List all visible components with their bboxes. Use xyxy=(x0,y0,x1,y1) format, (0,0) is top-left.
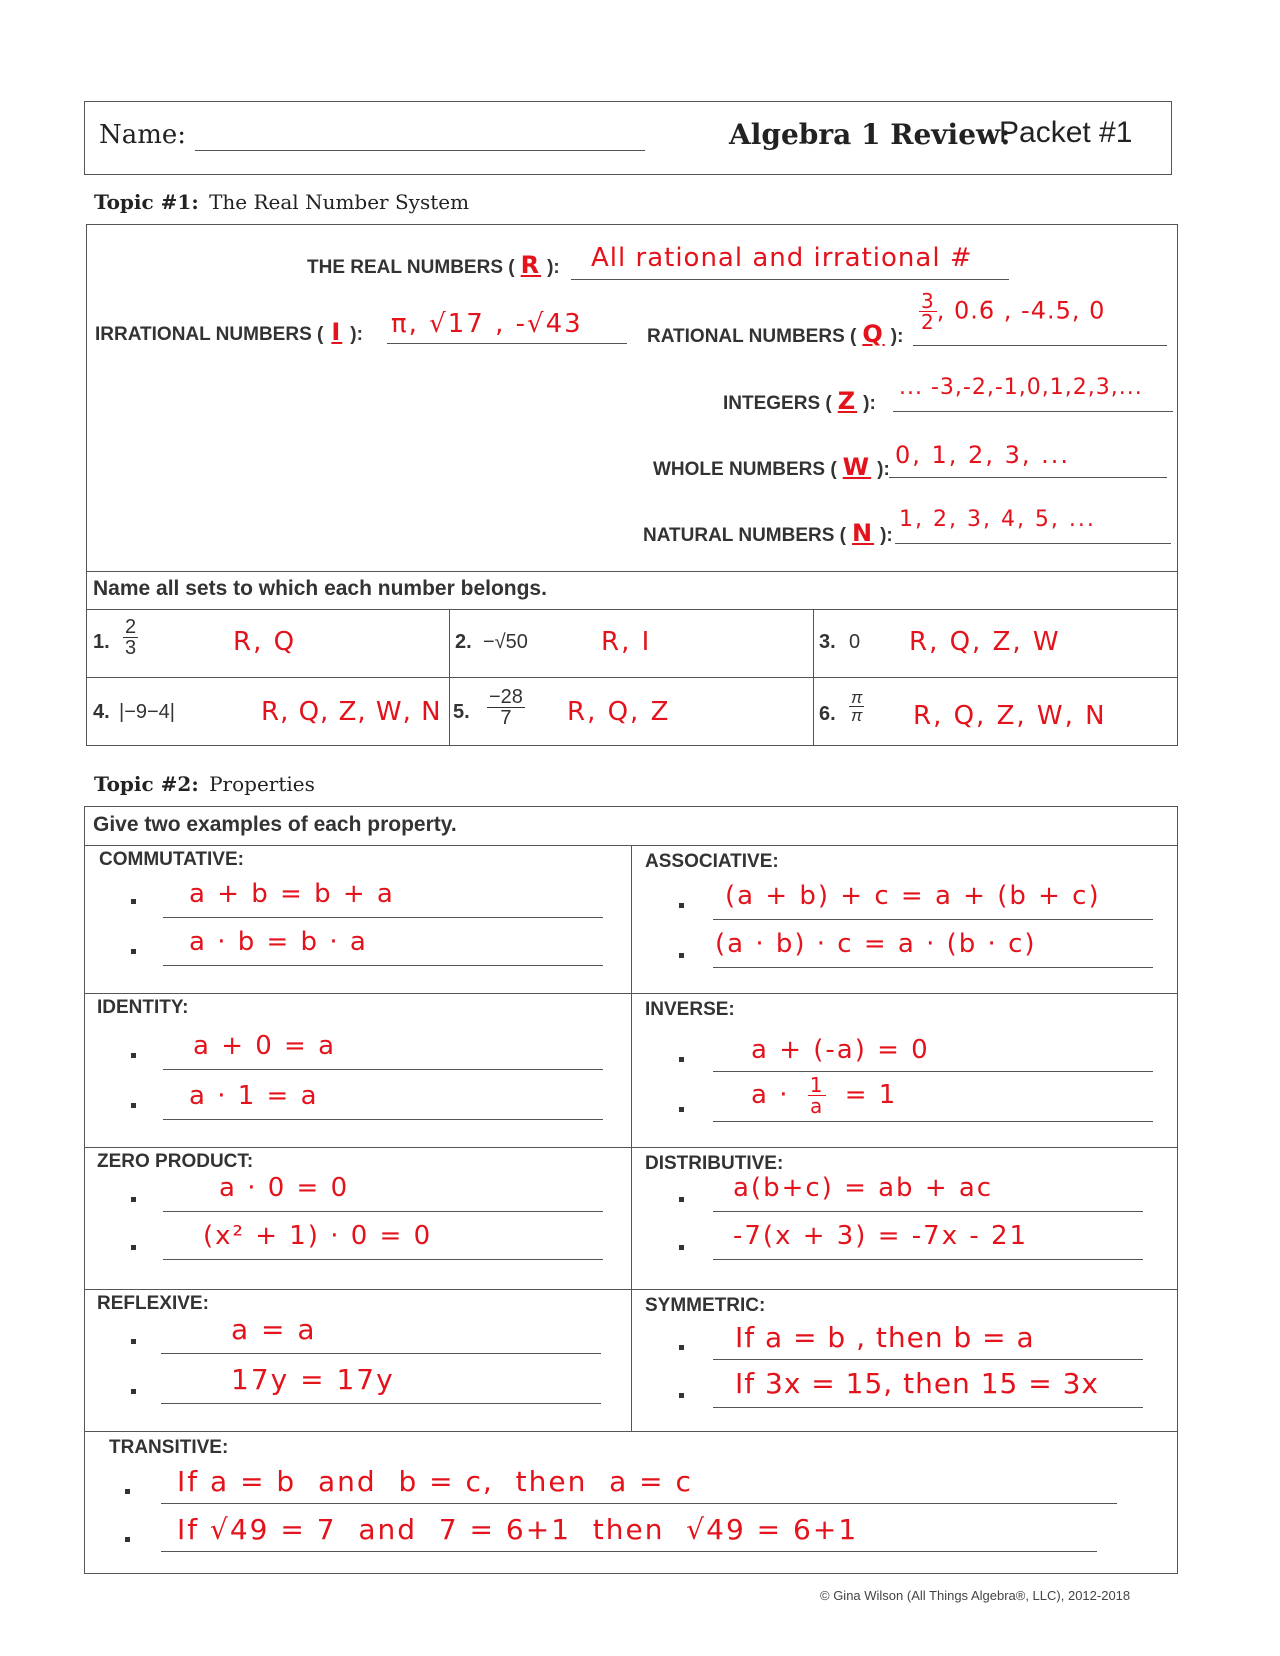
bullet-icon xyxy=(131,1389,136,1394)
commutative-line-2 xyxy=(163,965,603,966)
question-3-answer: R, Q, Z, W xyxy=(909,627,1061,657)
page-title: Algebra 1 Review: xyxy=(729,118,1011,151)
zero-product-label: ZERO PRODUCT: xyxy=(97,1151,254,1172)
identity-example-1: a + 0 = a xyxy=(193,1031,337,1061)
bullet-icon xyxy=(131,1053,136,1058)
symmetric-line-1 xyxy=(713,1359,1143,1360)
transitive-line-1 xyxy=(161,1503,1117,1504)
natural-answer-line xyxy=(895,543,1171,544)
topic1-instruction: Name all sets to which each number belongs. xyxy=(93,577,547,600)
rational-fraction: $\frac{3}{2}$ xyxy=(921,289,935,334)
inverse-example-1: a + (-a) = 0 xyxy=(751,1035,930,1065)
bullet-icon xyxy=(131,1245,136,1250)
name-label: Name: xyxy=(99,120,187,150)
rational-symbol: Q xyxy=(862,320,885,348)
bullet-icon xyxy=(131,1339,136,1344)
question-1: 1. $\frac{2}{3}$ R, Q xyxy=(93,616,297,659)
bullet-icon xyxy=(679,1245,684,1250)
grid-col-line-2 xyxy=(813,609,814,745)
instruction-divider-bottom xyxy=(87,609,1177,610)
question-4-expression: |−9−4| xyxy=(119,701,175,723)
identity-label: IDENTITY: xyxy=(97,997,189,1018)
inverse-example-2: a · $\frac{1}{a}$ = 1 xyxy=(751,1073,898,1118)
rational-answer: $\frac{3}{2}$ , 0.6̄ , -4.5, 0 xyxy=(921,289,1106,334)
natural-symbol: N xyxy=(852,519,875,547)
packet-label: Packet #1 xyxy=(999,116,1133,149)
inverse-label: INVERSE: xyxy=(645,999,735,1020)
symmetric-example-1: If a = b , then b = a xyxy=(735,1321,1035,1354)
associative-line-1 xyxy=(713,919,1153,920)
distributive-example-1: a(b+c) = ab + ac xyxy=(733,1173,994,1203)
real-answer: All rational and irrational # xyxy=(591,243,973,273)
zero-product-example-2: (x² + 1) · 0 = 0 xyxy=(203,1221,433,1251)
bullet-icon xyxy=(679,953,684,958)
symmetric-line-2 xyxy=(713,1407,1143,1408)
question-3-expression: 0 xyxy=(849,631,861,653)
bullet-icon xyxy=(131,949,136,954)
rational-numbers-label: RATIONAL NUMBERS ( Q ): xyxy=(647,320,904,348)
natural-numbers-label: NATURAL NUMBERS ( N ): xyxy=(643,519,893,547)
whole-answer: 0, 1, 2, 3, ... xyxy=(895,441,1070,469)
question-4: 4. |−9−4| R, Q, Z, W, N xyxy=(93,697,442,727)
transitive-line-2 xyxy=(161,1551,1097,1552)
grid-middle-line xyxy=(87,677,1177,678)
question-2-expression: −√50 xyxy=(483,631,528,653)
question-5: 5. $\frac{-28}{7}$ R, Q, Z xyxy=(453,686,671,729)
distributive-label: DISTRIBUTIVE: xyxy=(645,1153,784,1174)
associative-label: ASSOCIATIVE: xyxy=(645,851,779,872)
commutative-example-2: a · b = b · a xyxy=(189,927,368,957)
bullet-icon xyxy=(131,899,136,904)
bullet-icon xyxy=(679,1107,684,1112)
question-6: 6. $\frac{\pi}{\pi}$ R, Q, Z, W, N xyxy=(819,688,1107,731)
whole-answer-line xyxy=(889,477,1167,478)
bullet-icon xyxy=(125,1537,130,1542)
inverse-line-2 xyxy=(713,1121,1153,1122)
question-1-answer: R, Q xyxy=(233,627,297,657)
real-symbol: R xyxy=(520,251,542,279)
properties-grid-line-4 xyxy=(85,1289,1177,1290)
real-numbers-label: THE REAL NUMBERS ( R ): xyxy=(307,251,560,279)
commutative-line-1 xyxy=(163,917,603,918)
inverse-fraction: $\frac{1}{a}$ xyxy=(809,1073,825,1118)
real-number-system-box xyxy=(86,224,1178,746)
properties-grid-line-2 xyxy=(85,993,1177,994)
topic1-heading: Topic #1: The Real Number System xyxy=(94,190,470,214)
identity-example-2: a · 1 = a xyxy=(189,1081,319,1111)
topic2-heading: Topic #2: Properties xyxy=(94,772,315,796)
question-4-answer: R, Q, Z, W, N xyxy=(261,697,442,727)
properties-grid-line-5 xyxy=(85,1431,1177,1432)
properties-grid-line-3 xyxy=(85,1147,1177,1148)
bullet-icon xyxy=(679,1197,684,1202)
zero-product-line-1 xyxy=(163,1211,603,1212)
bullet-icon xyxy=(131,1103,136,1108)
whole-numbers-label: WHOLE NUMBERS ( W ): xyxy=(653,453,890,481)
transitive-example-2: If √49 = 7 and 7 = 6+1 then √49 = 6+1 xyxy=(177,1513,859,1546)
distributive-line-2 xyxy=(713,1259,1143,1260)
reflexive-line-2 xyxy=(161,1403,601,1404)
question-2-answer: R, I xyxy=(601,627,652,657)
name-field[interactable] xyxy=(195,150,645,151)
irrational-numbers-label: IRRATIONAL NUMBERS ( I ): xyxy=(95,318,363,346)
real-answer-line xyxy=(571,279,1009,280)
whole-symbol: W xyxy=(842,453,872,481)
commutative-example-1: a + b = b + a xyxy=(189,879,395,909)
reflexive-example-1: a = a xyxy=(231,1313,317,1346)
irrational-answer-line xyxy=(387,343,627,344)
identity-line-2 xyxy=(163,1119,603,1120)
question-3: 3. 0 R, Q, Z, W xyxy=(819,627,1061,657)
question-5-expression: $\frac{-28}{7}$ xyxy=(489,686,523,729)
transitive-example-1: If a = b and b = c, then a = c xyxy=(177,1465,693,1498)
zero-product-line-2 xyxy=(163,1259,603,1260)
reflexive-example-2: 17y = 17y xyxy=(231,1363,395,1396)
reflexive-line-1 xyxy=(161,1353,601,1354)
properties-box xyxy=(84,806,1178,1574)
distributive-example-2: -7(x + 3) = -7x - 21 xyxy=(733,1221,1029,1251)
bullet-icon xyxy=(679,1393,684,1398)
question-1-expression: $\frac{2}{3}$ xyxy=(125,616,137,659)
reflexive-label: REFLEXIVE: xyxy=(97,1293,209,1314)
associative-example-1: (a + b) + c = a + (b + c) xyxy=(725,881,1101,911)
question-5-answer: R, Q, Z xyxy=(567,697,671,727)
irrational-symbol: I xyxy=(331,318,343,346)
integers-answer: ... -3,-2,-1,0,1,2,3,... xyxy=(899,375,1143,400)
bullet-icon xyxy=(131,1197,136,1202)
identity-line-1 xyxy=(163,1069,603,1070)
associative-line-2 xyxy=(713,967,1153,968)
question-6-answer: R, Q, Z, W, N xyxy=(913,701,1107,731)
bullet-icon xyxy=(679,903,684,908)
symmetric-label: SYMMETRIC: xyxy=(645,1295,766,1316)
header-box xyxy=(84,101,1172,175)
integers-answer-line xyxy=(893,411,1173,412)
bullet-icon xyxy=(125,1489,130,1494)
commutative-label: COMMUTATIVE: xyxy=(99,849,244,870)
question-2: 2. −√50 R, I xyxy=(455,627,652,657)
integers-label: INTEGERS ( Z ): xyxy=(723,387,876,415)
bullet-icon xyxy=(679,1345,684,1350)
irrational-answer: π, √17 , -√43 xyxy=(391,309,583,339)
rational-answer-line xyxy=(913,345,1167,346)
topic2-instruction: Give two examples of each property. xyxy=(93,813,457,836)
inverse-line-1 xyxy=(713,1071,1153,1072)
copyright: © Gina Wilson (All Things Algebra®, LLC), 2012-2018 xyxy=(820,1588,1131,1603)
grid-col-line-1 xyxy=(449,609,450,745)
question-6-expression: $\frac{\pi}{\pi}$ xyxy=(851,688,863,725)
symmetric-example-2: If 3x = 15, then 15 = 3x xyxy=(735,1367,1099,1400)
properties-center-line xyxy=(631,845,632,1431)
integers-symbol: Z xyxy=(837,387,858,415)
transitive-label: TRANSITIVE: xyxy=(109,1437,229,1458)
instruction-divider-top xyxy=(87,571,1177,572)
associative-example-2: (a · b) · c = a · (b · c) xyxy=(715,929,1037,959)
natural-answer: 1, 2, 3, 4, 5, ... xyxy=(899,507,1096,532)
zero-product-example-1: a · 0 = 0 xyxy=(219,1173,350,1203)
distributive-line-1 xyxy=(713,1211,1143,1212)
bullet-icon xyxy=(679,1057,684,1062)
